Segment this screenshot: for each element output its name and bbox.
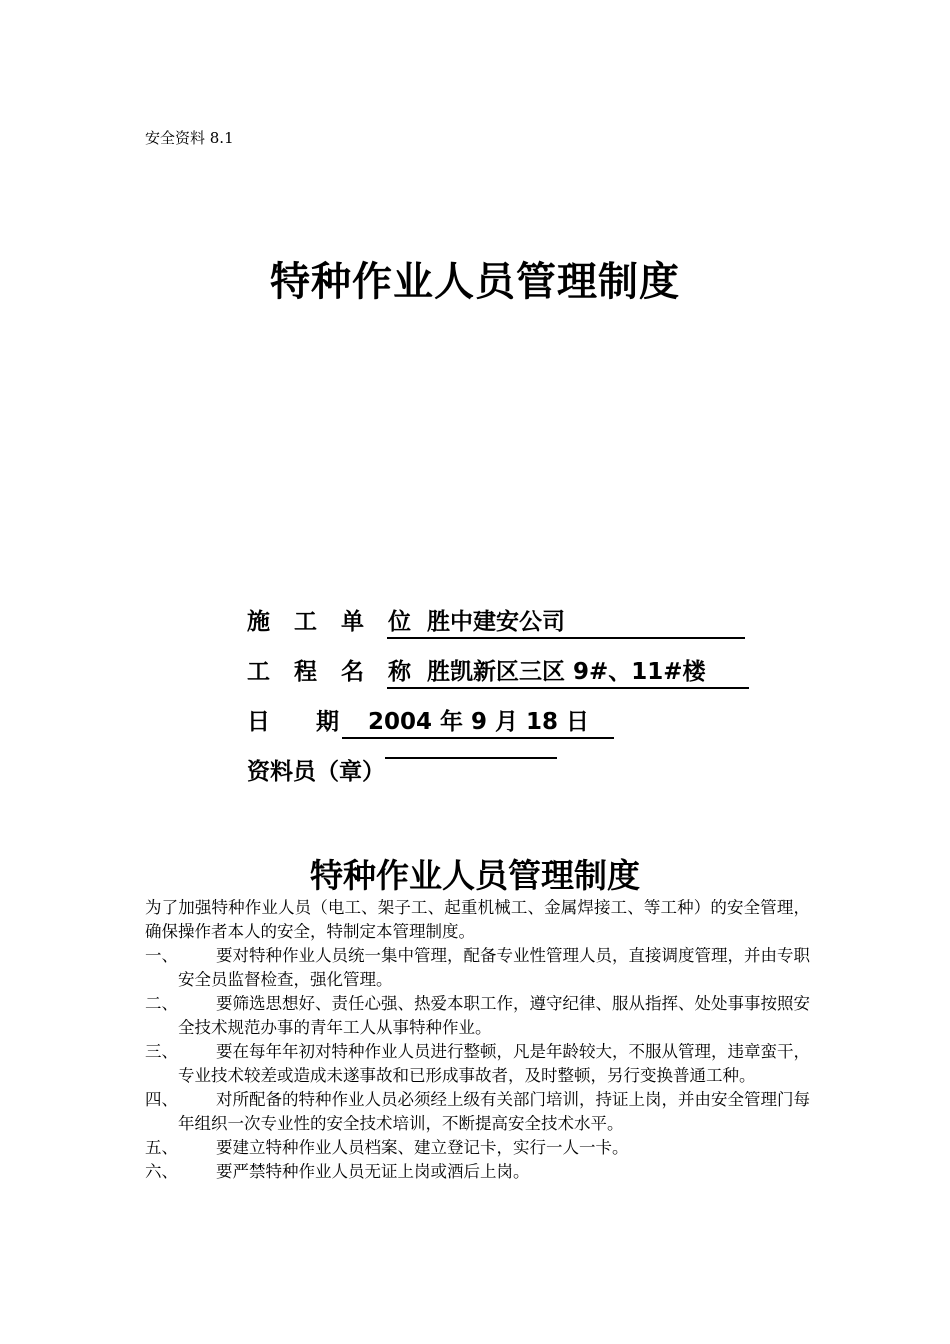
info-row-date [247, 700, 749, 750]
list-item [145, 1160, 810, 1184]
info-row-project [247, 650, 749, 700]
clerk-signature-line [385, 757, 557, 759]
item-number: 六、 [145, 1162, 178, 1181]
list-item [145, 992, 810, 1040]
item-number: 二、 [145, 994, 178, 1013]
info-row-clerk [247, 750, 749, 800]
list-item [145, 944, 810, 992]
document-reference: 安全资料 8.1 [145, 129, 234, 147]
list-item [145, 1088, 810, 1136]
list-item [145, 1136, 810, 1160]
item-number: 三、 [145, 1042, 178, 1061]
cover-info-block [247, 600, 749, 800]
clerk-label: 资料员（章） [247, 759, 385, 785]
body-title: 特种作业人员管理制度 [310, 856, 640, 895]
item-number: 四、 [145, 1090, 178, 1109]
item-text: 要筛选思想好、责任心强、热爱本职工作，遵守纪律、服从指挥、处处事事按照安全技术规范办事的青年工人从事特种作业。 [178, 994, 810, 1037]
intro-paragraph: 为了加强特种作业人员（电工、架子工、起重机械工、金属焊接工、等工种）的安全管理，确保操作者本人的安全，特制定本管理制度。 [145, 898, 810, 941]
item-number: 五、 [145, 1138, 178, 1157]
cover-title: 特种作业人员管理制度 [270, 259, 680, 305]
item-text: 要建立特种作业人员档案、建立登记卡，实行一人一卡。 [216, 1138, 629, 1157]
item-text: 要在每年年初对特种作业人员进行整顿，凡是年龄较大，不服从管理，违章蛮干，专业技术较差或造成未遂事故和已形成事故者，及时整顿，另行变换普通工种。 [178, 1042, 810, 1085]
list-item [145, 1040, 810, 1088]
project-value: 胜凯新区三区 9#、11#楼 [387, 657, 749, 689]
item-text: 要严禁特种作业人员无证上岗或酒后上岗。 [216, 1162, 530, 1181]
item-number: 一、 [145, 946, 178, 965]
unit-value: 胜中建安公司 [387, 607, 745, 639]
project-label: 工 程 名 称 [247, 659, 420, 685]
item-text: 对所配备的特种作业人员必须经上级有关部门培训，持证上岗，并由安全管理门每年组织一次专业性的安全技术培训，不断提高安全技术水平。 [178, 1090, 810, 1133]
item-text: 要对特种作业人员统一集中管理，配备专业性管理人员，直接调度管理，并由专职安全员监督检查，强化管理。 [178, 946, 810, 989]
date-label: 日 期 [247, 709, 339, 735]
body-text [145, 896, 810, 1184]
info-row-unit [247, 600, 749, 650]
unit-label: 施 工 单 位 [247, 609, 420, 635]
date-value: 2004 年 9 月 18 日 [342, 707, 614, 739]
